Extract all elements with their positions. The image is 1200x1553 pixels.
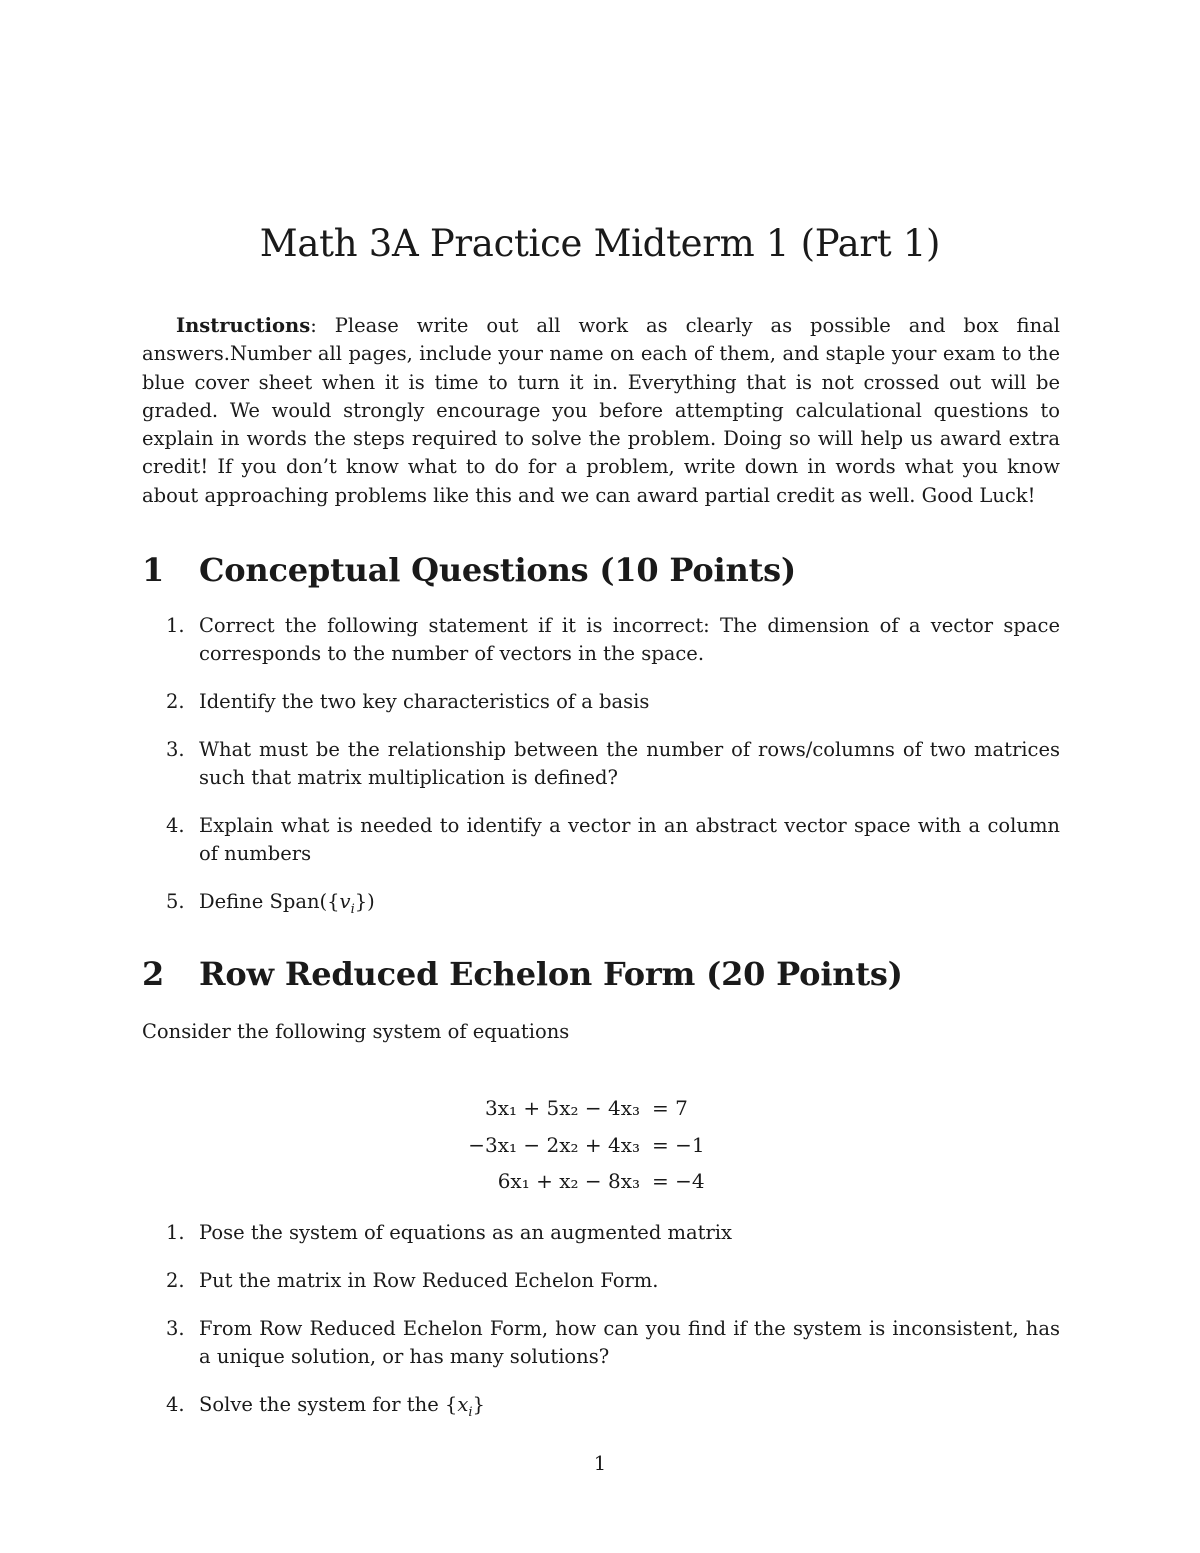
section-2-heading	[142, 955, 903, 993]
question-number: 3.	[166, 738, 185, 761]
equation-row	[470, 1096, 770, 1133]
question-text: Explain what is needed to identify a vector in an abstract vector space with a column of numbers	[199, 814, 1060, 866]
section-1-question-list	[142, 688, 1060, 716]
question-text-pre: Define Span({	[199, 890, 340, 913]
list-item	[142, 1391, 1060, 1427]
section-2-title: Row Reduced Echelon Form (20 Points)	[199, 955, 903, 993]
list-item	[142, 888, 1060, 924]
section-2-question-list	[142, 1267, 1060, 1295]
list-item	[142, 688, 1060, 716]
question-number: 5.	[166, 890, 185, 913]
section-2-number: 2	[142, 955, 165, 993]
list-item	[142, 1219, 1060, 1247]
page-number: 1	[593, 1452, 607, 1475]
section-2-question-list	[142, 1315, 1060, 1372]
equation-rhs: = 7	[652, 1096, 688, 1120]
equation-lhs: 6x₁ + x₂ − 8x₃	[497, 1169, 640, 1193]
section-2-question-list	[142, 1219, 1060, 1247]
section-2-intro: Consider the following system of equations	[142, 1020, 570, 1043]
section-2-question-list	[142, 1391, 1060, 1427]
page-title: Math 3A Practice Midterm 1 (Part 1)	[259, 222, 941, 265]
question-text-pre: Solve the system for the {	[199, 1393, 458, 1416]
section-1-title: Conceptual Questions (10 Points)	[199, 551, 796, 589]
instructions-label: Instructions	[176, 314, 311, 337]
section-1-question-list	[142, 612, 1060, 669]
question-number: 3.	[166, 1317, 185, 1340]
equation-rhs: = −1	[652, 1132, 705, 1157]
question-text-post: })	[354, 890, 375, 913]
equation-row	[470, 1169, 770, 1206]
instructions-paragraph	[142, 312, 1060, 510]
list-item	[142, 736, 1060, 793]
list-item	[142, 612, 1060, 669]
question-number: 2.	[166, 1269, 185, 1292]
question-text-post: }	[472, 1393, 485, 1416]
question-number: 4.	[166, 1393, 185, 1416]
question-number: 2.	[166, 690, 185, 713]
math-variable: v	[339, 890, 351, 913]
section-1-heading	[142, 551, 796, 589]
question-text: Pose the system of equations as an augmented matrix	[199, 1221, 733, 1244]
question-number: 1.	[166, 1221, 185, 1244]
equation-lhs: −3x₁ − 2x₂ + 4x₃	[468, 1132, 640, 1157]
math-subscript: i	[468, 1404, 473, 1420]
list-item	[142, 812, 1060, 869]
list-item	[142, 1315, 1060, 1372]
math-subscript: i	[350, 901, 355, 917]
question-number: 4.	[166, 814, 185, 837]
question-text: Identify the two key characteristics of a basis	[199, 690, 650, 713]
question-number: 1.	[166, 614, 185, 637]
equation-row	[470, 1133, 770, 1170]
question-text: What must be the relationship between the number of rows/columns of two matrices such that matrix multiplication is defined?	[199, 738, 1060, 790]
equation-rhs: = −4	[652, 1169, 705, 1193]
question-text: Correct the following statement if it is incorrect: The dimension of a vector space corresponds to the number of vectors in the space.	[199, 614, 1060, 666]
section-1-question-list	[142, 888, 1060, 924]
question-text: Put the matrix in Row Reduced Echelon Form.	[199, 1269, 659, 1292]
section-1-number: 1	[142, 551, 165, 589]
list-item	[142, 1267, 1060, 1295]
question-text: From Row Reduced Echelon Form, how can you find if the system is inconsistent, has a unique solution, or has many solutions?	[199, 1317, 1060, 1369]
equation-lhs: 3x₁ + 5x₂ − 4x₃	[484, 1096, 640, 1120]
equation-system	[470, 1096, 770, 1206]
instructions-text: : Please write out all work as clearly as possible and box final answers.Number all pages, include your name on each of them, and staple your exam to the blue cover sheet when it is time to turn it in. Everything that is not crossed out will be graded. We would strongly encourage you before attempting calculational questions to explain in words the steps required to solve the problem. Doing so will help us award extra credit! If you don’t know what to do for a problem, write down in words what you know about approaching problems like this and we can award partial credit as well. Good Luck!	[142, 314, 1060, 507]
section-1-question-list	[142, 736, 1060, 793]
section-1-question-list	[142, 812, 1060, 869]
math-variable: x	[457, 1393, 469, 1416]
